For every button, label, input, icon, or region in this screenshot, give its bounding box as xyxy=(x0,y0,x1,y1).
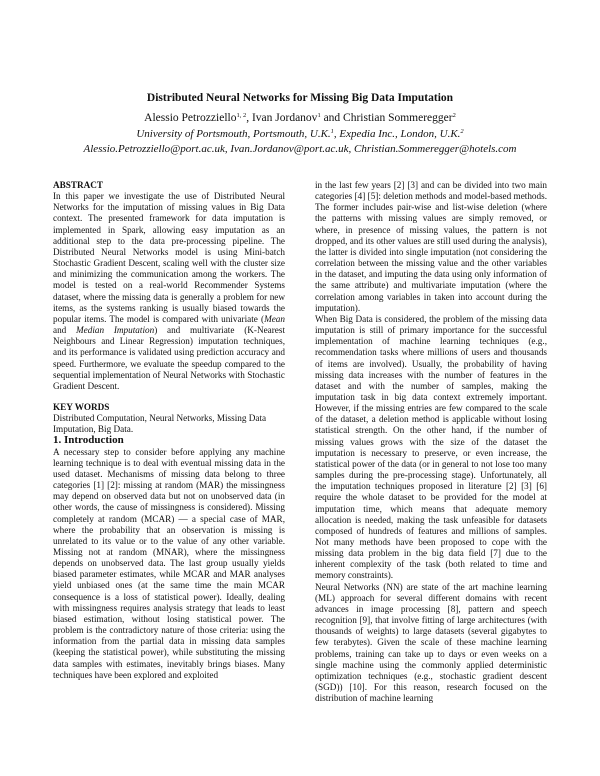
affiliation: University of Portsmouth, Portsmouth, U.K. xyxy=(136,128,331,140)
right-column xyxy=(315,180,547,704)
author-affiliation-marker: 1, 2 xyxy=(236,112,247,119)
keywords-text: Distributed Computation, Neural Networks, Missing Data Imputation, Big Data. xyxy=(53,413,267,435)
abstract-text-part: ) and multivariate (K-Nearest Neighbours and Linear Regression) imputation techniques, and its performance is validated using prediction accuracy and speed. Furthermore, we evaluate the speedup compared to the sequential implementation of Neural Networks with Stochastic Gradient Descent. xyxy=(53,325,285,391)
affiliation: , Expedia Inc., London, U.K. xyxy=(333,128,461,140)
section-number: 1. xyxy=(53,434,62,447)
keywords-heading: KEY WORDS xyxy=(53,401,110,412)
affiliation-marker: 2 xyxy=(460,128,464,135)
body-paragraph: in the last few years [2] [3] and can be divided into two main categories [4] [5]: deletion methods and model-based methods. The former includes pair-wise and list-wise deletion (where the patterns with missing values are simply removed, or where, in presence of missing values, the pattern is not dropped, and its other values are still used during the analysis), the latter is divided into single imputation (not considering the correlation between the missing value and the other variables in the dataset, and imputing the data using only information of the same attribute) and multivariate imputation (where the correlation among variables in taken into account during the imputation). xyxy=(315,180,547,313)
abstract-term: Median Imputation xyxy=(76,325,155,336)
abstract-text-part: and xyxy=(53,325,77,336)
left-column xyxy=(53,180,285,681)
author-emails: Alessio.Petrozziello@port.ac.uk, Ivan.Jordanov@port.ac.uk, Christian.Sommeregger@hotels.com xyxy=(83,143,517,155)
paper-title: Distributed Neural Networks for Missing Big Data Imputation xyxy=(146,92,454,104)
author-affiliation-marker: 1 xyxy=(317,112,321,119)
body-paragraph: Neural Networks (NN) are state of the art machine learning (ML) approach for several different domains with recent advances in image processing [8], pattern and speech recognition [9], that involve fitting of large architectures (with thousands of weights) to large datasets (several gigabytes to few terabytes). Given the scale of these machine learning problems, training can take up to days or even weeks on a single machine using the commonly applied deterministic optimization techniques (e.g., stochastic gradient descent (SGD)) [10]. For this reason, research focused on the distribution of machine learning xyxy=(315,581,547,704)
abstract-text xyxy=(53,191,285,392)
author-list xyxy=(0,112,600,124)
affiliations xyxy=(0,128,600,140)
abstract-text-part: In this paper we investigate the use of Distributed Neural Networks for the imputation of missing values in Big Data context. The presented framework for data imputation is implemented in Spark, allowing easy imputation as an additional step to the data pre-processing pipeline. The Distributed Neural Networks model is using Mini-batch Stochastic Gradient Descent, scaling well with the cluster size and minimizing the communication among the workers. The model is tested on a real-world Recommender Systems dataset, where the missing data is generally a problem for new items, as the systems ranking is usually biased towards the popular items. The model is compared with univariate ( xyxy=(53,191,285,324)
section-heading xyxy=(53,435,285,446)
body-paragraph: When Big Data is considered, the problem of the missing data imputation is still of primary importance for the successful implementation of machine learning techniques (e.g., recommendation tasks where millions of users and thousands of items are involved). Usually, the probability of having missing data increases with the number of features in the dataset and with the number of samples, making the imputation task in big data context extremely important. However, if the missing entries are few compared to the scale of the dataset, a deletion method is applicable without losing statistical strength. On the other hand, if the number of missing values grows with the size of the dataset the imputation is necessary to preserve, or even increase, the statistical power of the data (or in general to not lose too many samples during the pre-processing stage). Unfortunately, all the imputation techniques proposed in literature [2] [3] [6] require the whole dataset to be provided for the model at imputation time, which means that adequate memory allocation is needed, making the task unfeasible for datasets composed of hundreds of features and millions of samples. Not many methods have been proposed to cope with the missing data problem in the big data field [7] due to the inherent complexity of the task (both related to time and memory constraints). xyxy=(315,313,547,581)
section-title: Introduction xyxy=(64,434,124,447)
author-name: and Christian Sommeregger xyxy=(320,112,453,124)
author-name: Alessio Petrozziello xyxy=(144,112,237,124)
author-affiliation-marker: 2 xyxy=(452,112,456,119)
abstract-heading: ABSTRACT xyxy=(53,180,104,190)
abstract-term: Mean xyxy=(264,313,285,324)
affiliation-marker: 1 xyxy=(330,128,334,135)
intro-paragraph: A necessary step to consider before applying any machine learning technique is to deal with eventual missing data in the used dataset. Mechanisms of missing data belong to three categories [1] [2]: missing at random (MAR) the missingness may depend on observed data but not on unobserved data (in other words, the cause of missingness is considered). Missing completely at random (MCAR) — a special case of MAR, where the probability that an observation is missing is unrelated to its value or to the value of any other variable. Missing not at random (MNAR), where the missingness depends on unobserved data. The last group usually yields biased parameter estimates, while MCAR and MAR analyses yield unbiased ones (at the same time the main MCAR consequence is a loss of statistical power). Ideally, dealing with missingness requires analysis strategy that leads to least biased estimation, without losing statistical power. The problem is the contradictory nature of those criteria: using the information from the partial data in missing data samples (keeping the statistical power), while substituting the missing data samples with estimates, inevitably brings biases. Many techniques have been explored and exploited xyxy=(53,446,285,680)
author-name: , Ivan Jordanov xyxy=(246,112,318,124)
